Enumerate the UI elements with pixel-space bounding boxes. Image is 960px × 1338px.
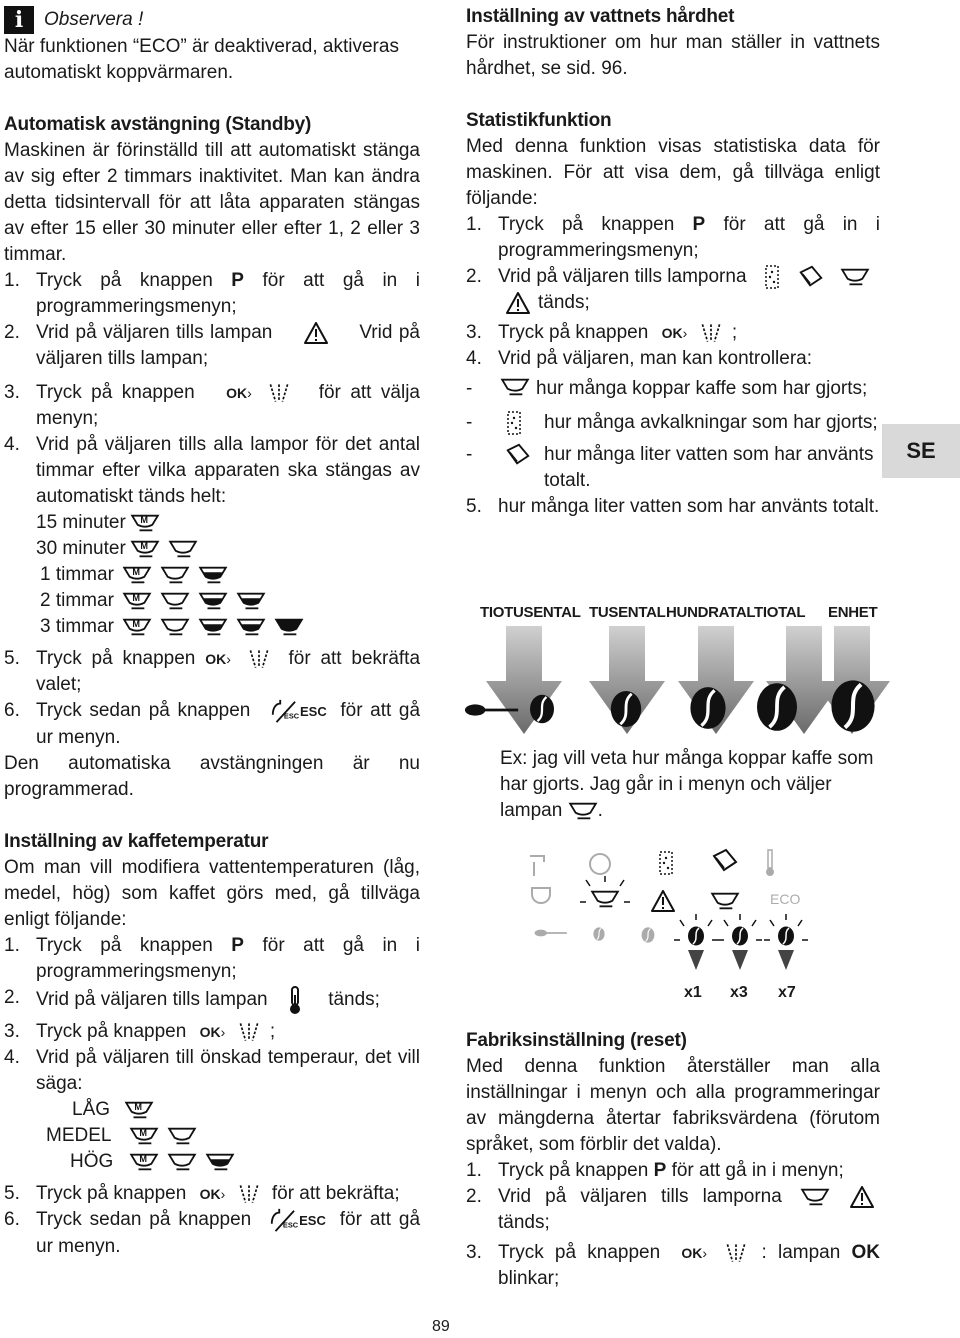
temp-level-medium: MEDEL — [4, 1123, 420, 1149]
temp-step-2: 2. Vrid på väljaren tills lampan tänds; — [4, 985, 420, 1015]
standby-outro: Den automatiska avstängningen är nu programmerad. — [4, 753, 420, 801]
esc-button-icon: ESC — [300, 704, 327, 720]
info-icon: i — [4, 6, 34, 34]
reset-step-2: 2. Vrid på väljaren tills lamporna tänds; — [466, 1184, 880, 1236]
standby-step-5: 5. Tryck på knappen OK› för att bekräfta valet; — [4, 648, 421, 695]
label-hundreds: HUNDRATAL — [666, 604, 756, 621]
note-line-1: När funktionen “ECO” är deaktiverad, aktiveras — [4, 36, 399, 57]
stats-step-5: 5. hur många liter vatten som har använts totalt. — [466, 496, 880, 518]
standby-level-1h: 1 timmar — [4, 562, 420, 588]
panel-lamps — [520, 846, 820, 976]
stats-step-2: 2. Vrid på väljaren tills lamporna tänds; — [466, 264, 880, 316]
reset-step-1: 1. Tryck på knappen P för att gå in i menyn; — [466, 1160, 844, 1181]
label-tens: TIOTAL — [754, 604, 806, 621]
standby-step-4: 4. Vrid på väljaren tills alla lampor för det antal timmar efter vilka apparaten ska stängas av automatiskt tänds helt: — [4, 434, 420, 507]
note-title: Observera ! — [44, 9, 144, 30]
standby-heading: Automatisk avstängning (Standby) — [4, 114, 312, 135]
grind-icon — [724, 1242, 748, 1264]
esc-button-icon: ESC — [299, 1213, 326, 1229]
temp-level-high: HÖG — [4, 1149, 420, 1175]
standby-level-15min: 15 minuter — [4, 510, 420, 536]
ok-button-icon: OK — [205, 651, 227, 667]
note-line-2: automatiskt koppvärmaren. — [4, 62, 234, 83]
temp-step-5: 5. Tryck på knappen OK› för att bekräfta; — [4, 1183, 400, 1205]
hardness-heading: Inställning av vattnets hårdhet — [466, 6, 735, 27]
temp-level-low: LÅG — [4, 1097, 420, 1123]
stats-step-3: 3. Tryck på knappen OK› ; — [466, 322, 738, 344]
cup-icon — [800, 1186, 830, 1208]
ok-button-icon: OK — [661, 325, 683, 342]
stats-step-1: 1. Tryck på knappen P för att gå in i programmeringsmenyn; — [466, 214, 880, 261]
reset-step-3: 3. Tryck på knappen OK› : lampan OK blinkar; — [466, 1242, 881, 1289]
reset-section — [466, 1028, 880, 1292]
stats-dash-cups: - hur många koppar kaffe som har gjorts; — [466, 378, 868, 400]
standby-step-2: 2. Vrid på väljaren tills lampan Vrid på väljaren tills lampan; — [4, 322, 420, 369]
language-tab: SE — [882, 424, 960, 478]
ok-button-icon: OK — [226, 385, 248, 401]
ok-button-icon: OK — [681, 1245, 703, 1261]
temp-intro: Om man vill modifiera vattentemperaturen (låg, medel, hög) som kaffet görs med, gå tillväga enligt följande: — [4, 857, 420, 931]
stats-heading: Statistikfunktion — [466, 110, 612, 131]
standby-intro: Maskinen är förinställd till att automatiskt stänga av sig efter 2 timmars inaktivitet. Man kan ändra detta tidsintervall för att låta apparaten stängas av efter 15 eller 30 minuter eller efter 1, 2 eller 3 timmar. — [4, 140, 420, 265]
eco-label: ECO — [770, 891, 801, 907]
cup-icon — [568, 800, 598, 822]
standby-step-6: 6. Tryck sedan på knappen ESC för att gå ur menyn. — [4, 700, 421, 749]
standby-step-1: 1. Tryck på knappen P för att gå in i programmeringsmenyn; — [4, 270, 420, 317]
reset-intro: Med denna funktion återställer man alla inställningar i menyn och alla programmeringar av mängderna återtar fabriksvärdena (förutom språket, som förblir det valda). — [466, 1056, 880, 1155]
warning-icon — [850, 1186, 874, 1208]
temp-step-3: 3. Tryck på knappen OK› ; — [4, 1021, 276, 1043]
example-text: Ex: jag vill veta hur många koppar kaffe som har gjorts. Jag går in i menyn och väljer lampan . — [500, 748, 874, 821]
standby-level-3h: 3 timmar — [4, 614, 420, 640]
label-units: ENHET — [828, 604, 878, 621]
ok-button-icon: OK — [199, 1024, 221, 1041]
temp-step-4: 4. Vrid på väljaren till önskad temperaur, det vill säga: — [4, 1047, 420, 1095]
page-number: 89 — [432, 1318, 450, 1335]
stats-intro: Med denna funktion visas statistiska data för maskinen. För att visa dem, gå tillväga enligt följande: — [466, 136, 880, 209]
temp-step-1: 1. Tryck på knappen P för att gå in i programmeringsmenyn; — [4, 935, 420, 983]
stats-dash-descale: - hur många avkalkningar som har gjorts; — [466, 410, 880, 436]
hardness-text: För instruktioner om hur man ställer in vattnets hårdhet, se sid. 96. — [466, 32, 880, 79]
temp-step-6: 6. Tryck sedan på knappen ESC för att gå ur menyn. — [4, 1209, 421, 1258]
stats-step-4: 4. Vrid på väljaren, man kan kontrollera: — [466, 348, 813, 370]
multiplier-x3: x3 — [730, 984, 748, 1001]
reset-heading: Fabriksinställning (reset) — [466, 1030, 687, 1051]
label-tens-of-thousands: TIOTUSENTAL — [480, 604, 581, 621]
multiplier-x1: x1 — [684, 984, 702, 1001]
standby-level-2h: 2 timmar — [4, 588, 420, 614]
multiplier-x7: x7 — [778, 984, 796, 1001]
label-thousands: TUSENTAL — [589, 604, 666, 621]
standby-level-30min: 30 minuter — [4, 536, 420, 562]
standby-step-3: 3. Tryck på knappen OK› för att välja menyn; — [4, 382, 420, 429]
temp-heading: Inställning av kaffetemperatur — [4, 831, 269, 853]
ok-button-icon: OK — [199, 1186, 221, 1203]
stats-dash-water: - hur många liter vatten som har använts totalt. — [466, 444, 874, 492]
